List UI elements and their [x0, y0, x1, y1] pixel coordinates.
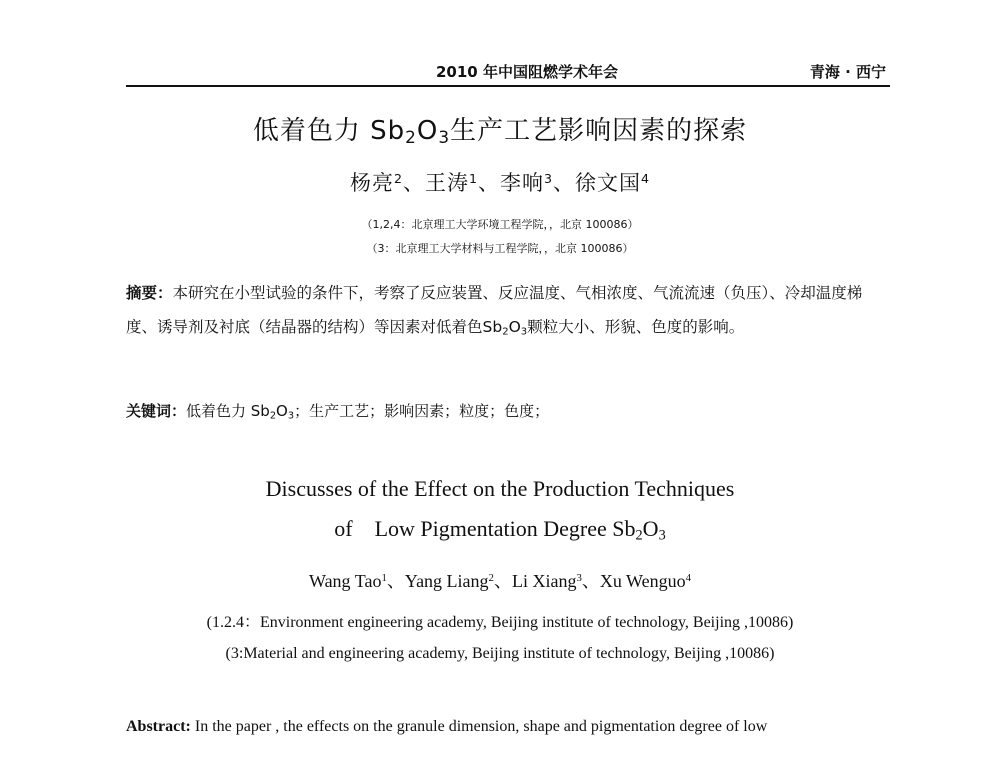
author: Yang Liang: [404, 571, 489, 591]
english-title-line-1: Discusses of the Effect on the Production Techniques: [265, 476, 735, 501]
author: 李响: [500, 171, 544, 195]
english-title-line-2: of Low Pigmentation Degree $Sb_2O_3$: [334, 516, 666, 544]
conference-name: 2010 年中国阻燃学术年会: [436, 63, 618, 81]
author: Wang Tao: [309, 571, 382, 591]
english-authors: Wang Tao$^1$、Yang Liang$^2$、Li Xiang$^3$、Xu Wenguo$^4$: [309, 571, 691, 591]
abstract-label: 摘要：: [126, 284, 173, 302]
author: 王涛: [424, 171, 469, 195]
running-header: [126, 55, 890, 87]
chinese-keywords: 关键词：低着色力 $Sb_2O_3$；生产工艺；影响因素；粒度；色度；: [126, 402, 550, 422]
author: 徐文国: [575, 171, 642, 195]
abstract-label: Abstract:: [126, 718, 191, 735]
chinese-title: 低着色力 $Sb_2O_3$生产工艺影响因素的探索: [252, 116, 748, 148]
english-affiliation-1: (1.2.4：Environment engineering academy, Beijing institute of technology, Beijing ,10086): [206, 614, 794, 631]
chinese-affiliation-1: （1,2,4：北京理工大学环境工程学院，，北京 100086）: [361, 218, 639, 231]
english-affiliation-2: (3:Material and engineering academy, Beijing institute of technology, Beijing ,10086): [225, 645, 775, 662]
author: Li Xiang: [511, 571, 577, 591]
author: 杨亮: [349, 171, 394, 195]
chinese-abstract: 摘要：本研究在小型试验的条件下，考察了反应装置、反应温度、气相浓度、气流流速（负压）、冷却温度梯度、诱导剂及衬底（结晶器的结构）等因素对低着色$Sb_2O_3$颗粒大小、形貌、色度的影响。: [126, 284, 863, 338]
chinese-authors: 杨亮$^2$、王涛$^1$、李响$^3$、徐文国$^4$: [349, 171, 651, 195]
english-abstract: Abstract: In the paper , the effects on the granule dimension, shape and pigmentation degree of low: [126, 718, 768, 735]
chinese-affiliation-2: （3：北京理工大学材料与工程学院，，北京 100086）: [366, 242, 634, 255]
conference-location: 青海 · 西宁: [809, 63, 886, 81]
keywords-label: 关键词：: [126, 402, 187, 420]
author: Xu Wenguo: [599, 571, 686, 591]
